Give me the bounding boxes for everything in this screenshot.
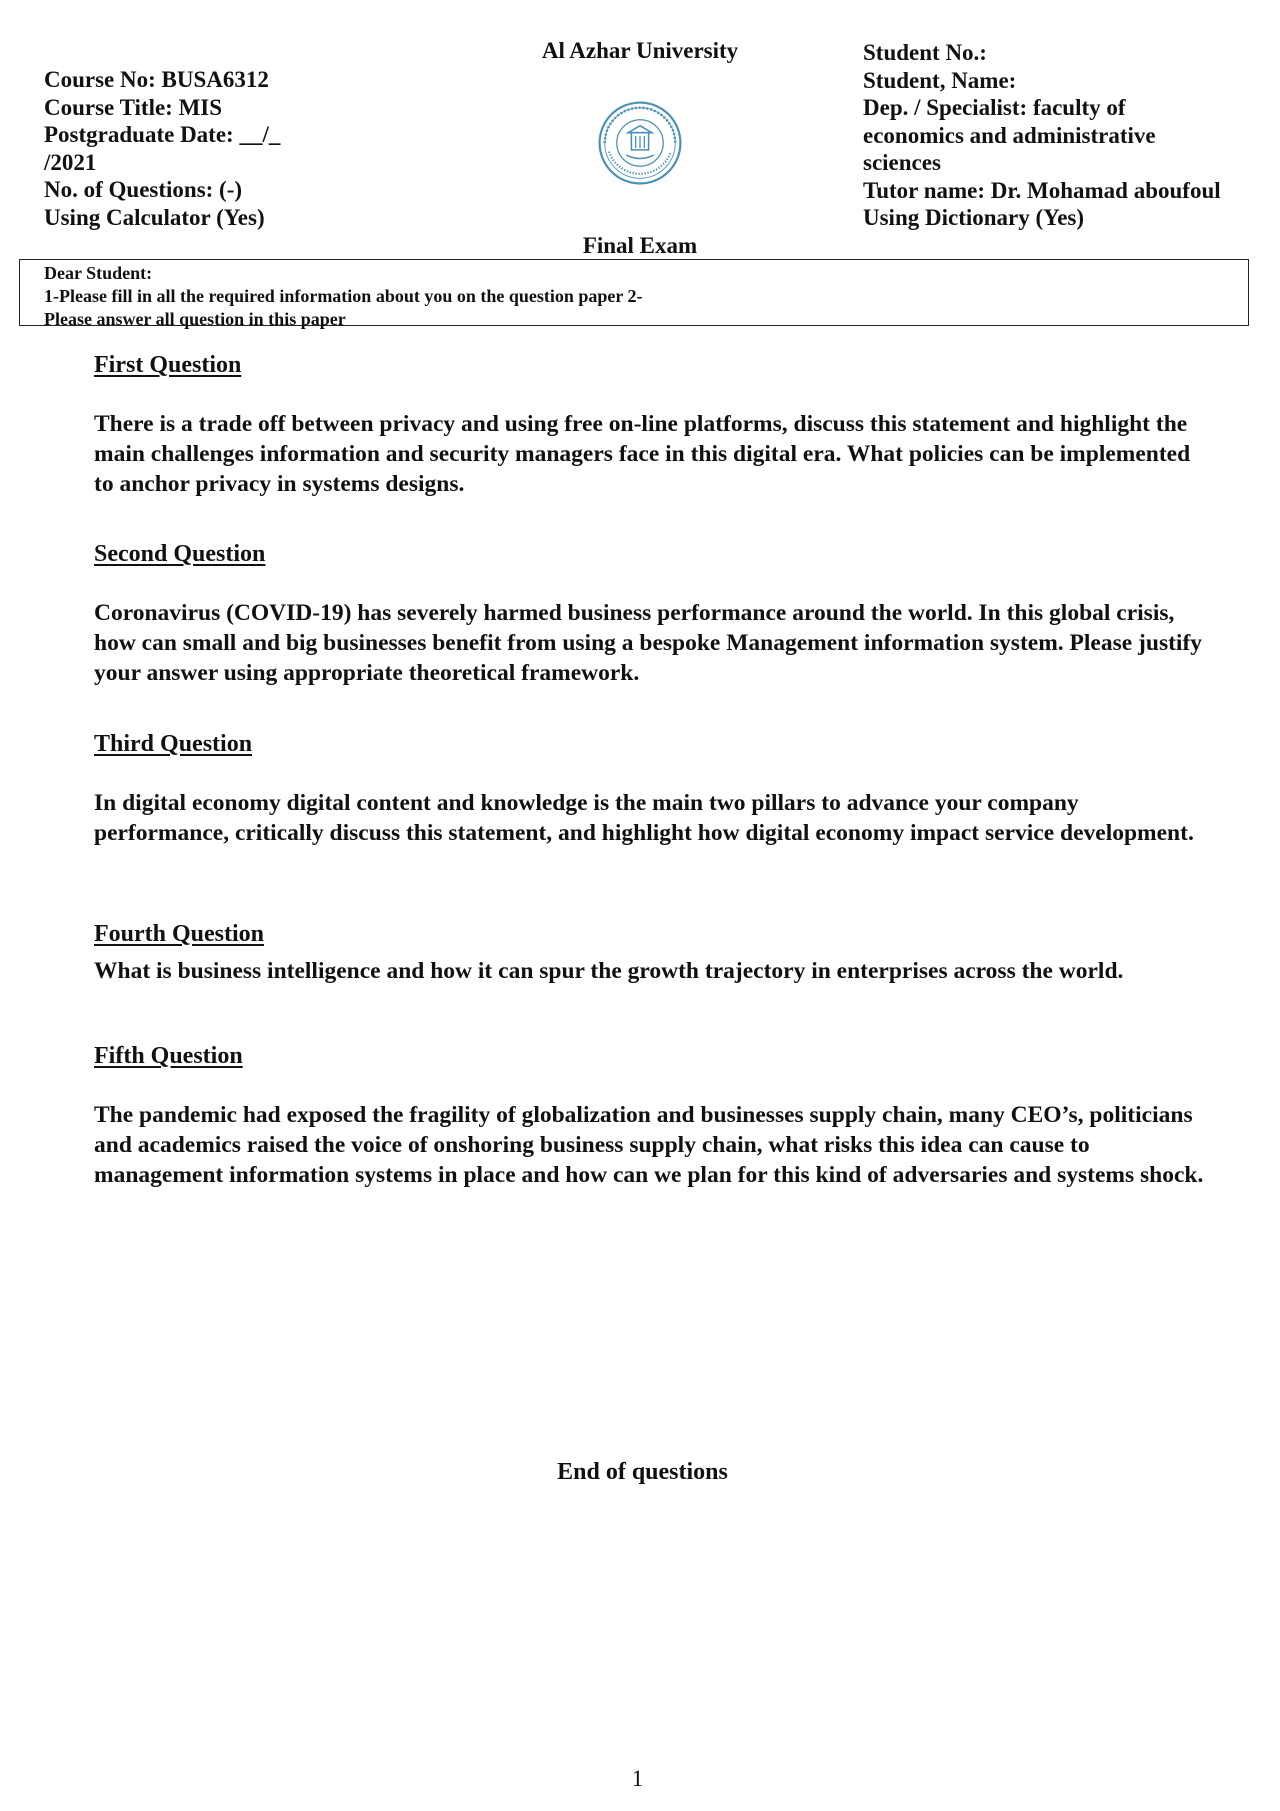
end-of-questions: End of questions [557,1459,728,1485]
instructions-box [19,259,1249,329]
calculator-allowed: Using Calculator (Yes) [44,204,265,230]
question-text: In digital economy digital content and knowledge is the main two pillars to advance your company performance, critically discuss this statement, and highlight how digital economy impact service development. [94,790,1194,846]
question-text: What is business intelligence and how it can spur the growth trajectory in enterprises across the world. [94,958,1124,984]
question-text: There is a trade off between privacy and using free on-line platforms, discuss this statement and highlight the main challenges information and security managers face in this digital era. What policies can be implemented to anchor privacy in systems designs. [94,411,1191,497]
university-header [540,38,740,186]
question-text: The pandemic had exposed the fragility of globalization and businesses supply chain, many CEO’s, politicians and academics raised the voice of onshoring business supply chain, what risks this idea can cause to management information systems in place and how can we plan for this kind of adversaries and systems shock. [94,1102,1204,1188]
course-info [44,66,334,231]
university-seal-icon [597,100,683,186]
question-3 [94,730,1204,848]
course-number: Course No: BUSA6312 [44,67,269,92]
student-name: Student, Name: [863,67,1017,93]
question-title: Third Question [94,731,253,757]
notice-greeting: Dear Student: [44,263,153,283]
question-4 [94,920,1204,986]
student-number: Student No.: [863,40,987,65]
postgraduate-date: Postgraduate Date: __/_ /2021 [44,122,281,175]
notice-instructions: 1-Please fill in all the required information about you on the question paper 2-Please answer all question in this paper [44,286,643,329]
question-1 [94,351,1204,499]
tutor-and-dictionary: Tutor name: Dr. Mohamad aboufoul Using Dictionary (Yes) [863,177,1221,230]
question-5 [94,1042,1204,1190]
question-text: Coronavirus (COVID-19) has severely harmed business performance around the world. In this global crisis, how can small and big businesses benefit from using a bespoke Management information system. Please justify your answer using appropriate theoretical framework. [94,600,1203,686]
question-title: Second Question [94,541,266,567]
page-number: 1 [631,1766,644,1791]
question-title: First Question [94,352,242,378]
department: Dep. / Specialist: faculty of economics and administrative sciences [863,95,1156,175]
course-title: Course Title: MIS [44,94,223,120]
question-title: Fifth Question [94,1043,243,1069]
number-of-questions: No. of Questions: (-) [44,177,243,202]
university-name: Al Azhar University [541,38,739,63]
question-2 [94,540,1204,688]
student-info [863,39,1223,232]
exam-type: Final Exam [582,233,698,258]
question-title: Fourth Question [94,921,265,947]
